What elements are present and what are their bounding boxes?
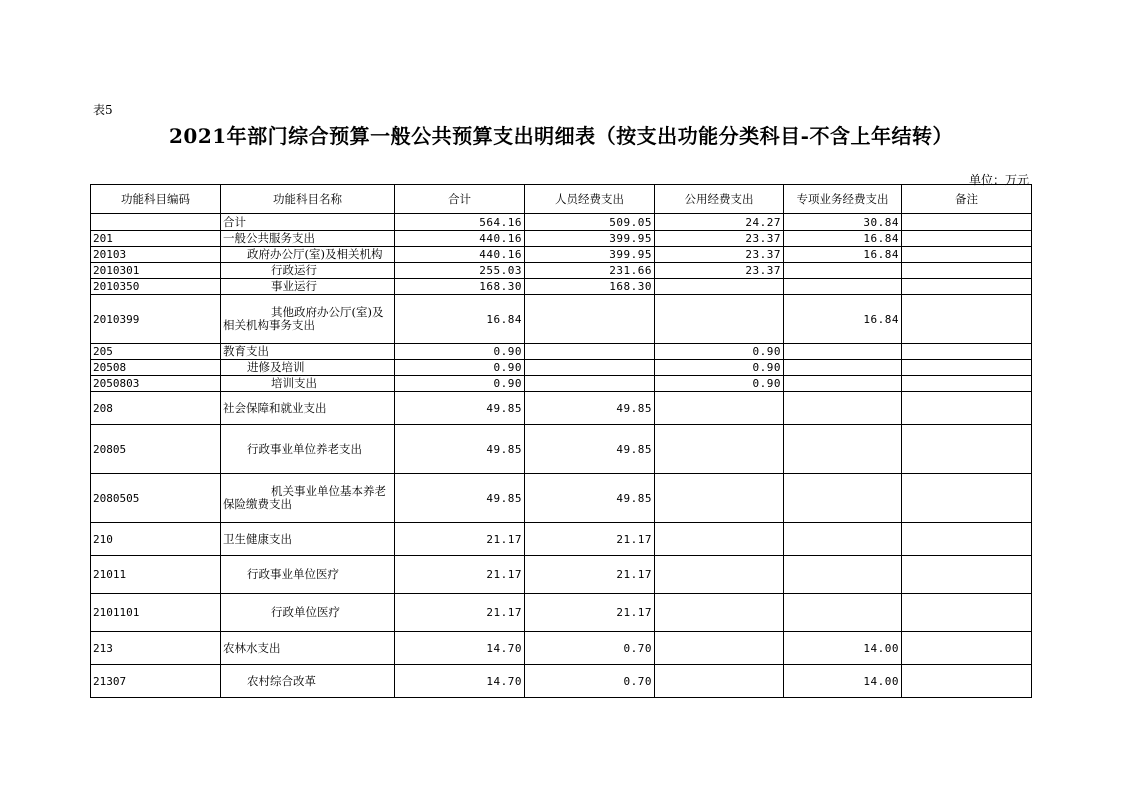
- cell-note: [902, 523, 1032, 556]
- cell-public: [655, 594, 784, 632]
- table-row: [91, 376, 1032, 392]
- cell-personnel: 0.70: [525, 632, 655, 665]
- cell-total: 49.85: [395, 392, 525, 425]
- cell-name: 事业运行: [221, 279, 395, 295]
- table-body: [91, 214, 1032, 698]
- header-code: 功能科目编码: [91, 185, 221, 214]
- cell-special: [784, 263, 902, 279]
- header-special: 专项业务经费支出: [784, 185, 902, 214]
- table-row: [91, 231, 1032, 247]
- table-row: [91, 632, 1032, 665]
- cell-name: 农村综合改革: [221, 665, 395, 698]
- table-row: [91, 247, 1032, 263]
- cell-personnel: [525, 376, 655, 392]
- cell-special: 30.84: [784, 214, 902, 231]
- cell-personnel: 21.17: [525, 523, 655, 556]
- cell-public: [655, 474, 784, 523]
- cell-code: 2010350: [91, 279, 221, 295]
- table-row: [91, 392, 1032, 425]
- cell-code: [91, 214, 221, 231]
- table-row: [91, 523, 1032, 556]
- cell-total: 0.90: [395, 376, 525, 392]
- header-public: 公用经费支出: [655, 185, 784, 214]
- cell-total: 255.03: [395, 263, 525, 279]
- cell-total: 14.70: [395, 632, 525, 665]
- cell-personnel: 21.17: [525, 594, 655, 632]
- cell-personnel: 231.66: [525, 263, 655, 279]
- cell-special: [784, 344, 902, 360]
- cell-public: 23.37: [655, 247, 784, 263]
- cell-public: [655, 556, 784, 594]
- cell-name: 行政事业单位养老支出: [221, 425, 395, 474]
- cell-personnel: 509.05: [525, 214, 655, 231]
- cell-total: 21.17: [395, 523, 525, 556]
- header-personnel: 人员经费支出: [525, 185, 655, 214]
- cell-note: [902, 594, 1032, 632]
- cell-name: 卫生健康支出: [221, 523, 395, 556]
- cell-name: 其他政府办公厅(室)及相关机构事务支出: [221, 295, 395, 344]
- cell-name: 农林水支出: [221, 632, 395, 665]
- cell-code: 21307: [91, 665, 221, 698]
- cell-personnel: 0.70: [525, 665, 655, 698]
- cell-code: 21011: [91, 556, 221, 594]
- cell-note: [902, 231, 1032, 247]
- cell-note: [902, 360, 1032, 376]
- cell-note: [902, 247, 1032, 263]
- cell-total: 564.16: [395, 214, 525, 231]
- cell-name: 培训支出: [221, 376, 395, 392]
- table-label: 表5: [93, 103, 113, 117]
- cell-name: 一般公共服务支出: [221, 231, 395, 247]
- cell-note: [902, 632, 1032, 665]
- cell-name: 教育支出: [221, 344, 395, 360]
- cell-code: 2101101: [91, 594, 221, 632]
- table-row: [91, 360, 1032, 376]
- cell-public: 24.27: [655, 214, 784, 231]
- cell-code: 2080505: [91, 474, 221, 523]
- cell-note: [902, 425, 1032, 474]
- cell-total: 0.90: [395, 360, 525, 376]
- cell-public: [655, 279, 784, 295]
- table-row: [91, 279, 1032, 295]
- header-name: 功能科目名称: [221, 185, 395, 214]
- cell-special: 16.84: [784, 295, 902, 344]
- cell-public: [655, 425, 784, 474]
- table-row: [91, 295, 1032, 344]
- cell-personnel: 49.85: [525, 425, 655, 474]
- cell-total: 49.85: [395, 425, 525, 474]
- cell-note: [902, 214, 1032, 231]
- cell-name: 进修及培训: [221, 360, 395, 376]
- cell-total: 0.90: [395, 344, 525, 360]
- cell-note: [902, 263, 1032, 279]
- cell-name: 政府办公厅(室)及相关机构: [221, 247, 395, 263]
- cell-special: [784, 392, 902, 425]
- cell-code: 2010301: [91, 263, 221, 279]
- cell-note: [902, 376, 1032, 392]
- cell-special: [784, 279, 902, 295]
- cell-name: 行政事业单位医疗: [221, 556, 395, 594]
- cell-public: [655, 392, 784, 425]
- cell-special: 16.84: [784, 231, 902, 247]
- cell-special: 14.00: [784, 632, 902, 665]
- cell-personnel: [525, 360, 655, 376]
- cell-total: 440.16: [395, 247, 525, 263]
- table-row: [91, 344, 1032, 360]
- budget-table: [90, 184, 1032, 698]
- cell-total: 21.17: [395, 594, 525, 632]
- table-row: [91, 594, 1032, 632]
- cell-personnel: 49.85: [525, 392, 655, 425]
- cell-public: 23.37: [655, 231, 784, 247]
- cell-code: 205: [91, 344, 221, 360]
- cell-name: 行政运行: [221, 263, 395, 279]
- cell-total: 168.30: [395, 279, 525, 295]
- cell-public: [655, 632, 784, 665]
- cell-note: [902, 295, 1032, 344]
- cell-special: [784, 376, 902, 392]
- cell-total: 49.85: [395, 474, 525, 523]
- cell-personnel: [525, 295, 655, 344]
- cell-name: 机关事业单位基本养老保险缴费支出: [221, 474, 395, 523]
- table-row: [91, 474, 1032, 523]
- cell-code: 213: [91, 632, 221, 665]
- cell-public: [655, 295, 784, 344]
- page-title: 2021年部门综合预算一般公共预算支出明细表（按支出功能分类科目-不含上年结转）: [169, 124, 953, 148]
- header-note: 备注: [902, 185, 1032, 214]
- cell-total: 16.84: [395, 295, 525, 344]
- table-row: [91, 214, 1032, 231]
- cell-special: [784, 523, 902, 556]
- cell-note: [902, 392, 1032, 425]
- cell-personnel: 168.30: [525, 279, 655, 295]
- cell-total: 440.16: [395, 231, 525, 247]
- table-row: [91, 665, 1032, 698]
- table-row: [91, 263, 1032, 279]
- table-header-row: [91, 185, 1032, 214]
- cell-code: 20508: [91, 360, 221, 376]
- cell-name: 合计: [221, 214, 395, 231]
- cell-code: 2050803: [91, 376, 221, 392]
- cell-public: [655, 523, 784, 556]
- cell-personnel: 399.95: [525, 247, 655, 263]
- cell-public: 0.90: [655, 376, 784, 392]
- cell-special: [784, 360, 902, 376]
- header-total: 合计: [395, 185, 525, 214]
- cell-note: [902, 279, 1032, 295]
- cell-public: 0.90: [655, 344, 784, 360]
- cell-special: [784, 474, 902, 523]
- cell-personnel: [525, 344, 655, 360]
- cell-code: 201: [91, 231, 221, 247]
- cell-note: [902, 556, 1032, 594]
- cell-code: 20805: [91, 425, 221, 474]
- cell-name: 行政单位医疗: [221, 594, 395, 632]
- cell-special: 16.84: [784, 247, 902, 263]
- cell-name: 社会保障和就业支出: [221, 392, 395, 425]
- cell-note: [902, 665, 1032, 698]
- cell-special: 14.00: [784, 665, 902, 698]
- cell-personnel: 49.85: [525, 474, 655, 523]
- cell-total: 14.70: [395, 665, 525, 698]
- cell-special: [784, 556, 902, 594]
- cell-code: 2010399: [91, 295, 221, 344]
- cell-personnel: 399.95: [525, 231, 655, 247]
- cell-code: 20103: [91, 247, 221, 263]
- cell-public: 23.37: [655, 263, 784, 279]
- cell-public: 0.90: [655, 360, 784, 376]
- unit-label: 单位：万元: [968, 173, 1029, 187]
- table-row: [91, 556, 1032, 594]
- cell-public: [655, 665, 784, 698]
- cell-code: 208: [91, 392, 221, 425]
- cell-personnel: 21.17: [525, 556, 655, 594]
- cell-total: 21.17: [395, 556, 525, 594]
- cell-note: [902, 474, 1032, 523]
- cell-code: 210: [91, 523, 221, 556]
- cell-special: [784, 594, 902, 632]
- table-row: [91, 425, 1032, 474]
- cell-note: [902, 344, 1032, 360]
- cell-special: [784, 425, 902, 474]
